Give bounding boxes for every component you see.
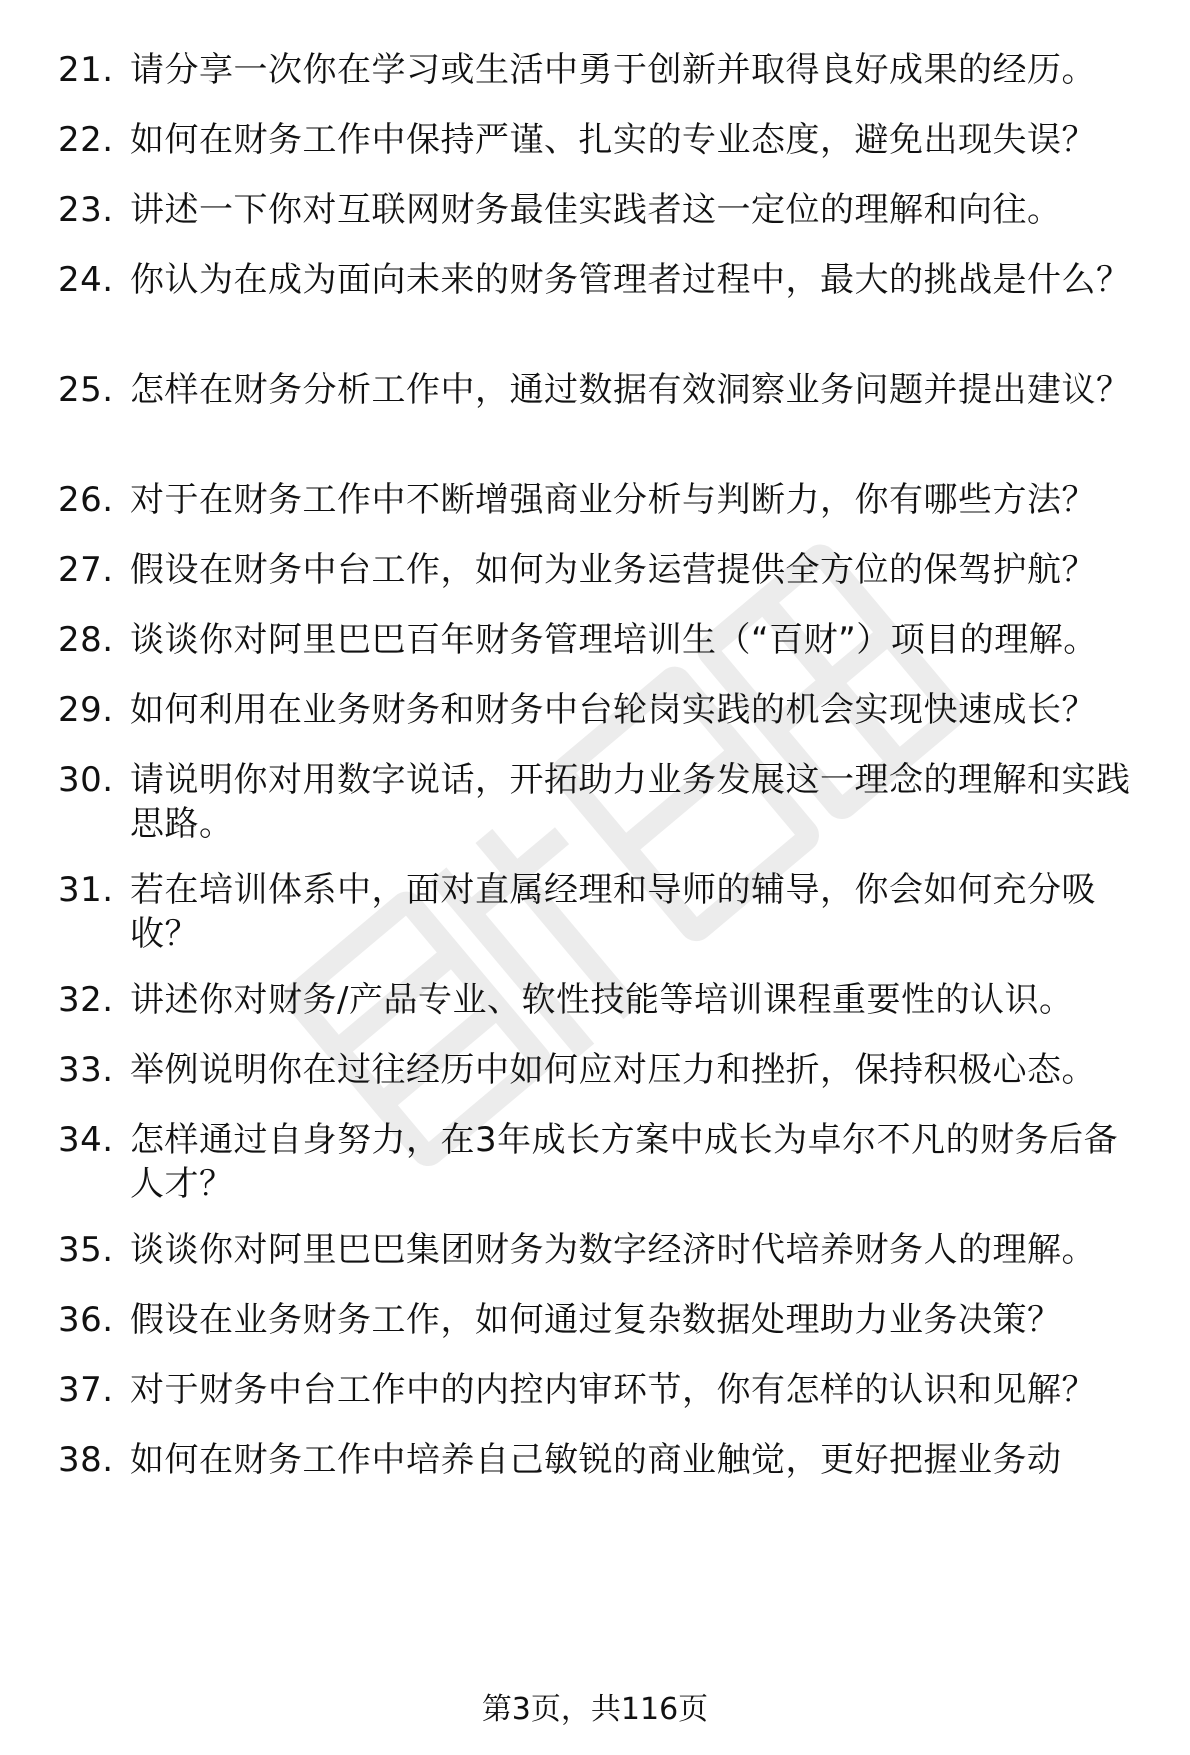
question-text: 假设在业务财务工作，如何通过复杂数据处理助力业务决策？ (130, 1300, 1062, 1340)
question-number: 32. (58, 980, 114, 1020)
question-item (58, 1298, 1148, 1342)
question-number: 35. (58, 1230, 114, 1270)
question-text: 怎样在财务分析工作中，通过数据有效洞察业务问题并提出建议？ (130, 370, 1131, 410)
question-text: 如何在财务工作中保持严谨、扎实的专业态度，避免出现失误？ (130, 120, 1096, 160)
question-item (58, 258, 1148, 302)
question-item (58, 1118, 1148, 1206)
question-item (58, 1368, 1148, 1412)
question-item (58, 618, 1148, 662)
question-text: 谈谈你对阿里巴巴百年财务管理培训生（“百财”）项目的理解。 (130, 620, 1098, 660)
question-text: 请说明你对用数字说话，开拓助力业务发展这一理念的理解和实践思路。 (130, 760, 1131, 844)
question-item (58, 548, 1148, 592)
page-number-footer: 第3页，共116页 (481, 1692, 709, 1727)
question-text: 对于在财务工作中不断增强商业分析与判断力，你有哪些方法？ (130, 480, 1096, 520)
question-number: 33. (58, 1050, 114, 1090)
question-number: 24. (58, 260, 114, 300)
question-number: 26. (58, 480, 114, 520)
question-item (58, 688, 1148, 732)
question-item (58, 868, 1148, 956)
question-text: 你认为在成为面向未来的财务管理者过程中，最大的挑战是什么？ (130, 260, 1131, 300)
question-text: 讲述一下你对互联网财务最佳实践者这一定位的理解和向往。 (130, 190, 1062, 230)
question-number: 21. (58, 50, 114, 90)
question-text: 请分享一次你在学习或生活中勇于创新并取得良好成果的经历。 (130, 50, 1096, 90)
question-item (58, 48, 1148, 92)
question-number: 27. (58, 550, 114, 590)
question-number: 29. (58, 690, 114, 730)
question-item (58, 118, 1148, 162)
question-number: 37. (58, 1370, 114, 1410)
question-number: 28. (58, 620, 114, 660)
question-item (58, 978, 1148, 1022)
question-number: 31. (58, 870, 114, 910)
question-item (58, 758, 1148, 846)
question-number: 38. (58, 1440, 114, 1480)
question-item (58, 1438, 1148, 1482)
question-item (58, 368, 1148, 412)
question-text: 谈谈你对阿里巴巴集团财务为数字经济时代培养财务人的理解。 (130, 1230, 1096, 1270)
question-text: 假设在财务中台工作，如何为业务运营提供全方位的保驾护航？ (130, 550, 1096, 590)
question-text: 若在培训体系中，面对直属经理和导师的辅导，你会如何充分吸收？ (130, 870, 1096, 954)
question-item (58, 188, 1148, 232)
question-item (58, 1048, 1148, 1092)
question-number: 22. (58, 120, 114, 160)
question-number: 30. (58, 760, 114, 800)
question-text: 怎样通过自身努力，在3年成长方案中成长为卓尔不凡的财务后备人才？ (130, 1120, 1119, 1204)
question-text: 举例说明你在过往经历中如何应对压力和挫折，保持积极心态。 (130, 1050, 1096, 1090)
question-number: 23. (58, 190, 114, 230)
question-text: 讲述你对财务/产品专业、软性技能等培训课程重要性的认识。 (130, 980, 1074, 1020)
question-number: 34. (58, 1120, 114, 1160)
question-text: 如何在财务工作中培养自己敏锐的商业触觉，更好把握业务动 (130, 1440, 1062, 1480)
question-text: 如何利用在业务财务和财务中台轮岗实践的机会实现快速成长？ (130, 690, 1096, 730)
question-number: 36. (58, 1300, 114, 1340)
question-number: 25. (58, 370, 114, 410)
question-item (58, 478, 1148, 522)
question-item (58, 1228, 1148, 1272)
question-text: 对于财务中台工作中的内控内审环节，你有怎样的认识和见解？ (130, 1370, 1096, 1410)
